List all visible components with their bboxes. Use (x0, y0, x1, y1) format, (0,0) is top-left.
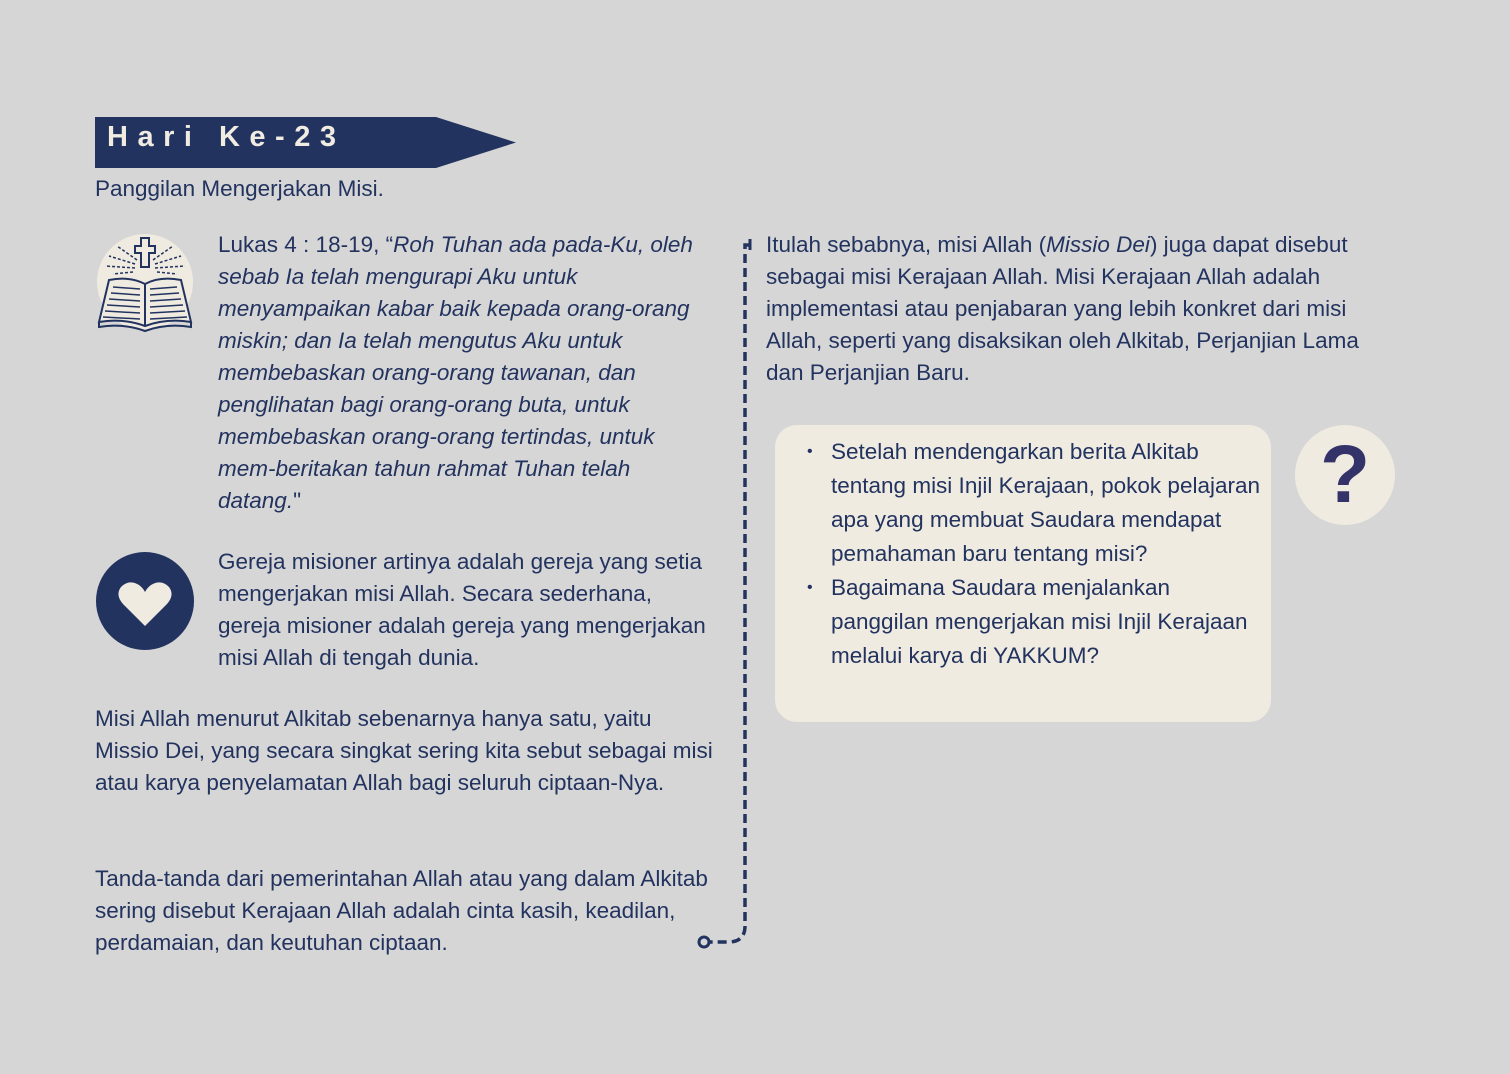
question-text: Setelah mendengarkan berita Alkitab tentang misi Injil Kerajaan, pokok pelajaran apa yang membuat Saudara mendapat pemahaman baru tentang misi? (831, 439, 1261, 566)
heart-icon (95, 551, 195, 651)
day-label: Hari Ke-23 (107, 121, 346, 153)
question-item (807, 435, 1271, 571)
bible-cross-icon (95, 234, 195, 334)
quote-reference: Lukas 4 : 18-19, “ (218, 232, 394, 257)
question-list (807, 435, 1271, 673)
day-banner (95, 117, 516, 168)
itulah-text-after: ) juga dapat disebut sebagai misi Kerajaan Allah. Misi Kerajaan Allah adalah implementasi atau penjabaran yang lebih konkret dari misi Allah, seperti yang disaksikan oleh Alkitab, Perjanjian Lama dan Perjanjian Baru. (766, 232, 1359, 385)
itulah-italic-term: Missio Dei (1046, 232, 1150, 257)
itulah-text-before: Itulah sebabnya, misi Allah ( (766, 232, 1047, 257)
question-mark-glyph: ? (1319, 429, 1371, 520)
reflection-questions-box (775, 425, 1271, 722)
question-mark-icon (1295, 425, 1395, 525)
bullet-icon: • (807, 579, 813, 596)
question-item (807, 571, 1271, 673)
bullet-icon: • (807, 443, 813, 460)
quote-verse: Roh Tuhan ada pada-Ku, oleh sebab Ia telah mengurapi Aku untuk menyampaikan kabar baik kepada orang-orang miskin; dan Ia telah mengutus Aku untuk membebaskan orang-orang tawanan, dan penglihatan bagi orang-orang buta, untuk membebaskan orang-orang tertindas, untuk mem-beritakan tahun rahmat Tuhan telah datang. (218, 232, 693, 513)
page-subtitle: Panggilan Mengerjakan Misi. (95, 176, 384, 201)
itulah-paragraph (766, 229, 1386, 389)
quote-closing: " (293, 488, 302, 513)
misi-paragraph: Misi Allah menurut Alkitab sebenarnya hanya satu, yaitu Missio Dei, yang secara singkat sering kita sebut sebagai misi atau karya penyelamatan Allah bagi seluruh ciptaan-Nya. (95, 706, 713, 795)
question-text: Bagaimana Saudara menjalankan panggilan mengerjakan misi Injil Kerajaan melalui karya di YAKKUM? (831, 575, 1248, 668)
scripture-quote (218, 229, 718, 517)
dashed-connector (690, 236, 760, 956)
gereja-paragraph: Gereja misioner artinya adalah gereja yang setia mengerjakan misi Allah. Secara sederhana, gereja misioner adalah gereja yang mengerjakan misi Allah di tengah dunia. (218, 549, 706, 670)
tanda-paragraph: Tanda-tanda dari pemerintahan Allah atau yang dalam Alkitab sering disebut Kerajaan Allah adalah cinta kasih, keadilan, perdamaian, dan keutuhan ciptaan. (95, 866, 708, 955)
